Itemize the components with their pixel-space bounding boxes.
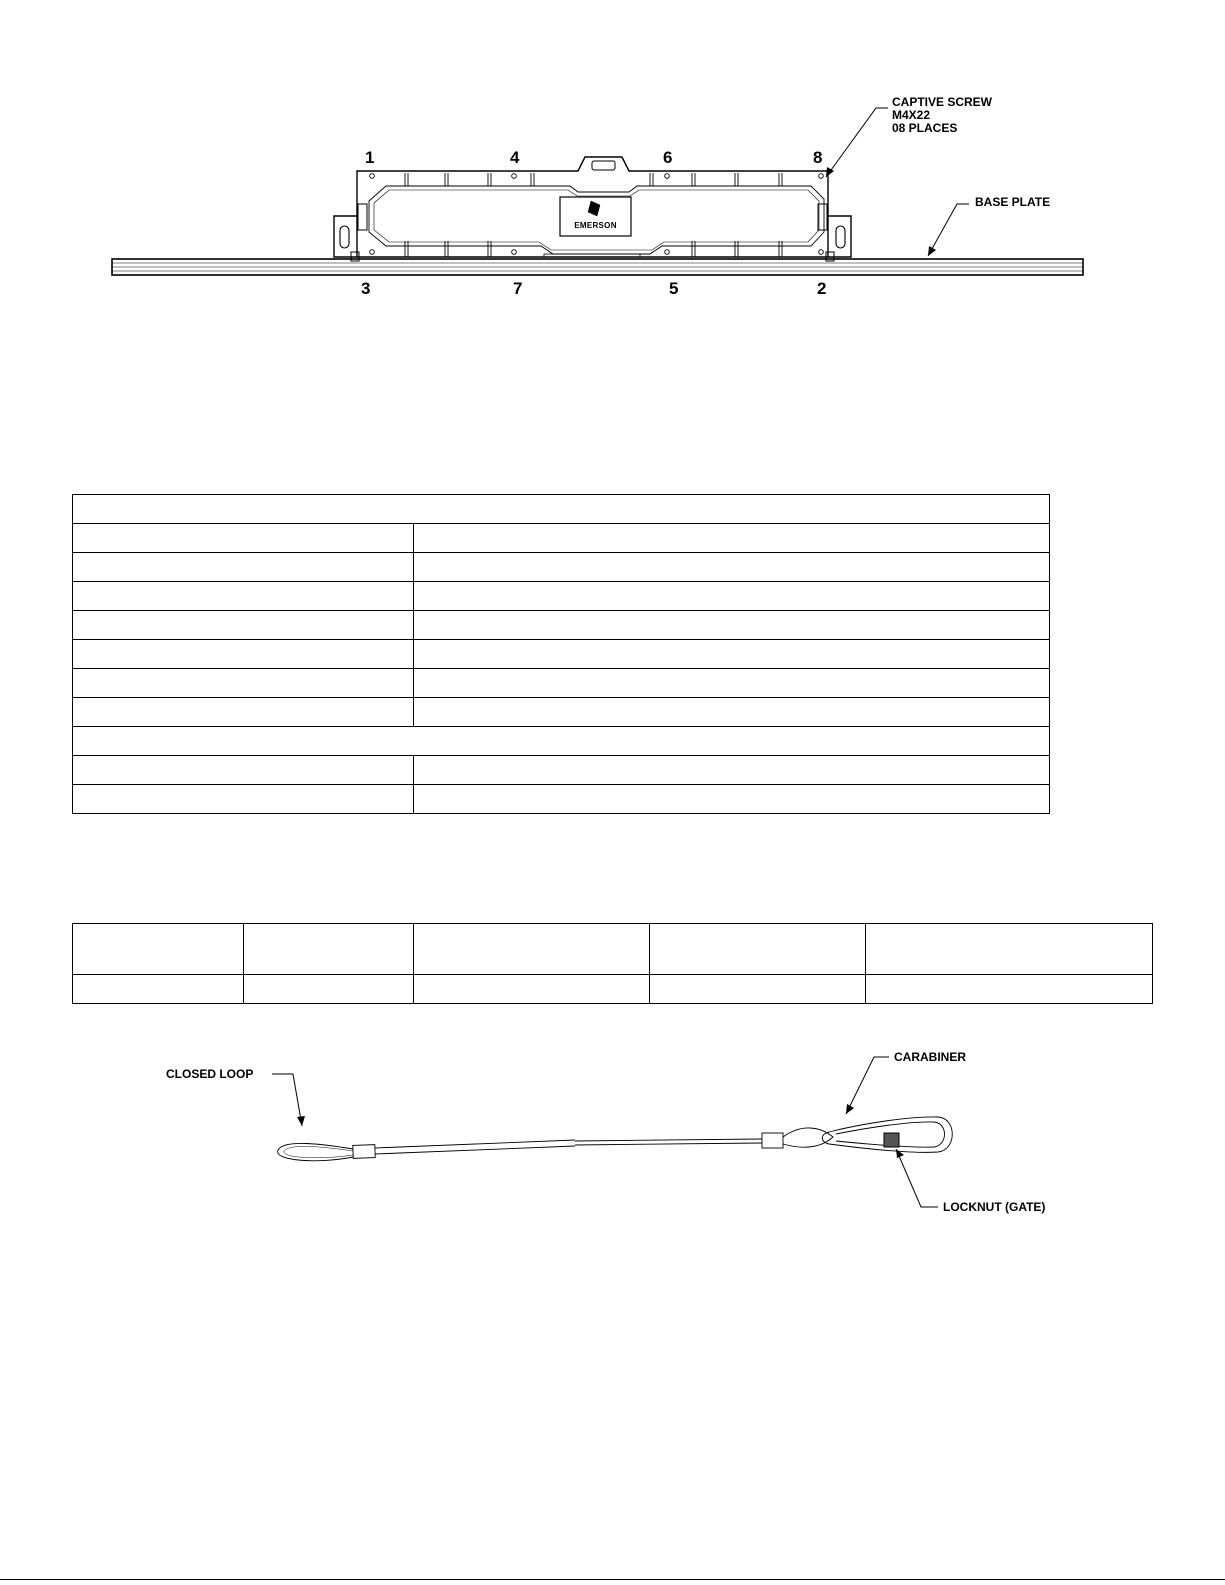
closed-loop-callout: CLOSED LOOP [166,1067,254,1081]
table-cell [414,640,1050,669]
base-plate-callout: BASE PLATE [975,195,1051,209]
locknut-arrowhead [896,1149,904,1158]
screw-number-2: 2 [817,279,827,298]
table-row [73,975,1153,1004]
screw-number-7: 7 [513,279,523,298]
base-plate-leader [928,204,969,256]
table-row [73,727,1050,756]
captive-screw-arrowhead [826,167,834,177]
table-cell [414,785,1050,814]
table-row [73,669,1050,698]
table-row [73,611,1050,640]
captive-screw-callout: CAPTIVE SCREW M4X22 08 PLACES [892,95,993,135]
enclosure-bottom-ribs [405,241,782,257]
table-cell [414,582,1050,611]
emerson-logo-text: EMERSON [574,221,617,230]
table-row [73,756,1050,785]
table-cell [866,924,1153,975]
screw-number-3: 3 [361,279,371,298]
table-cell [244,924,414,975]
screw-number-5: 5 [669,279,679,298]
spec-table-2 [72,923,1153,1004]
table-cell [73,669,414,698]
table-cell [73,756,414,785]
emerson-logo-plate [560,197,631,236]
screw-number-4: 4 [510,148,520,167]
table-cell [414,698,1050,727]
table-cell [414,756,1050,785]
table-cell [73,975,244,1004]
table-cell [73,785,414,814]
carabiner-callout: CARABINER [894,1050,966,1064]
closed-loop-leader [272,1074,302,1126]
table-cell [73,727,1050,756]
table-row [73,924,1153,975]
table-cell [414,975,650,1004]
table-row [73,785,1050,814]
captive-screw-leader [826,108,888,177]
base-plate-rail [112,259,1083,275]
table-cell [73,495,1050,524]
table-cell [414,524,1050,553]
enclosure-top-ribs [405,173,782,186]
table-cell [414,924,650,975]
table-row [73,553,1050,582]
screw-number-1: 1 [365,148,375,167]
table-cell [73,582,414,611]
table-row [73,640,1050,669]
table-cell [650,975,866,1004]
table-cell [73,640,414,669]
table-cell [244,975,414,1004]
table-cell [414,669,1050,698]
table-row [73,495,1050,524]
lanyard-drawing [278,1117,953,1161]
page-bottom-rule [0,1579,1225,1580]
carabiner-leader [846,1057,889,1114]
screw-number-8: 8 [813,148,823,167]
table-cell [73,524,414,553]
table-cell [73,611,414,640]
table-cell [866,975,1153,1004]
table-cell [73,698,414,727]
table-row [73,524,1050,553]
table-cell [414,553,1050,582]
locknut-leader [896,1149,938,1207]
locknut-callout: LOCKNUT (GATE) [943,1200,1046,1214]
screw-number-6: 6 [663,148,673,167]
spec-table-1 [72,494,1050,814]
table-row [73,582,1050,611]
table-cell [73,553,414,582]
table-row [73,698,1050,727]
closed-loop-arrowhead [297,1116,305,1126]
base-plate-arrowhead [928,246,936,256]
table-cell [650,924,866,975]
table-cell [414,611,1050,640]
table-cell [73,924,244,975]
